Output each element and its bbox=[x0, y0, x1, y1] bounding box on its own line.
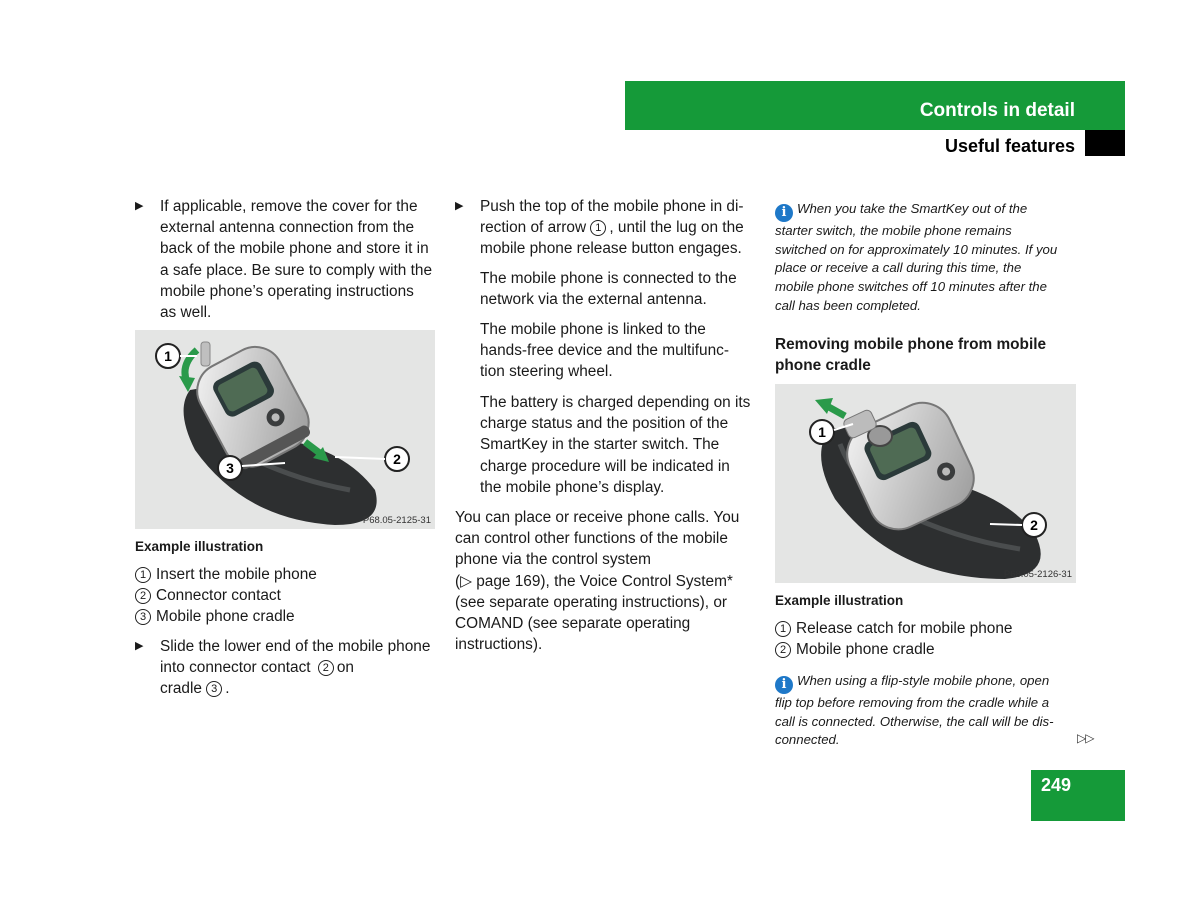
text-line: call has been completed. bbox=[775, 297, 921, 313]
text-line: network via the external antenna. bbox=[480, 291, 707, 309]
text-line: into connector contact 2 on bbox=[160, 659, 354, 677]
text-line: phone via the control system bbox=[455, 551, 651, 569]
text-line: The mobile phone is connected to the bbox=[480, 270, 737, 287]
legend-list bbox=[775, 618, 1085, 660]
info-icon: i bbox=[775, 204, 793, 222]
text-line: COMAND (see separate operating bbox=[455, 615, 691, 633]
legend-text: Mobile phone cradle bbox=[796, 641, 935, 659]
col2-step bbox=[455, 196, 760, 260]
heading-line: Removing mobile phone from mobile bbox=[775, 336, 1047, 353]
text-line: cradle 3 . bbox=[160, 680, 230, 698]
figure-code: P68.05-2126-31 bbox=[1003, 569, 1072, 580]
svg-text:2: 2 bbox=[393, 451, 401, 467]
legend-item bbox=[135, 585, 440, 606]
callout-number: 1 bbox=[775, 621, 791, 637]
section-title: Controls in detail bbox=[919, 100, 1075, 121]
text-line: hands-free device and the multifunc- bbox=[480, 342, 729, 360]
legend-item bbox=[775, 618, 1085, 639]
text-line: The mobile phone is linked to the bbox=[480, 321, 706, 338]
text-line: charge procedure will be indicated in bbox=[480, 457, 730, 475]
text-line: can control other functions of the mobile bbox=[455, 530, 728, 548]
triangle-bullet-icon: ▶ bbox=[135, 640, 144, 652]
text-line: mobile phone switches off 10 minutes after the bbox=[775, 279, 1047, 295]
cross-reference-line[interactable]: (▷ page 169), the Voice Control System* bbox=[455, 572, 733, 590]
figure-insert-phone bbox=[135, 330, 435, 529]
text-line: as well. bbox=[160, 304, 212, 322]
info-note-1 bbox=[775, 200, 1085, 316]
text-line: external antenna connection from the bbox=[160, 219, 415, 237]
text-line: rection of arrow 1 , until the lug on the bbox=[480, 219, 744, 237]
section-heading bbox=[775, 334, 1085, 376]
legend-item bbox=[135, 606, 440, 627]
text-line: connected. bbox=[775, 732, 840, 748]
text-line: Slide the lower end of the mobile phone bbox=[160, 638, 431, 655]
callout-number: 3 bbox=[135, 609, 151, 625]
heading-line: phone cradle bbox=[775, 357, 871, 375]
legend-item bbox=[775, 639, 1085, 660]
col2-para1 bbox=[480, 268, 765, 310]
col2-para3 bbox=[480, 392, 765, 498]
text-line: place or receive a call during this time, the bbox=[775, 260, 1022, 276]
figure-code: P68.05-2125-31 bbox=[362, 515, 431, 526]
svg-text:2: 2 bbox=[1030, 517, 1038, 533]
text-line: back of the mobile phone and store it in bbox=[160, 240, 429, 258]
text-line: a safe place. Be sure to comply with the bbox=[160, 261, 433, 279]
figure-remove-phone bbox=[775, 384, 1076, 583]
callout-number: 1 bbox=[590, 220, 606, 236]
text-line: i When using a flip-style mobile phone, open bbox=[775, 672, 1085, 694]
page-number: 249 bbox=[1040, 775, 1072, 795]
phone-cradle-illustration bbox=[135, 330, 435, 529]
svg-text:1: 1 bbox=[818, 424, 826, 440]
text-line: tion steering wheel. bbox=[480, 363, 613, 381]
info-note-2 bbox=[775, 672, 1085, 750]
text-line: call is connected. Otherwise, the call will be dis- bbox=[775, 713, 1054, 729]
figure-caption: Example illustration bbox=[775, 593, 904, 608]
text-line: SmartKey in the starter switch. The bbox=[480, 436, 720, 454]
legend-list bbox=[135, 564, 440, 628]
text-line: You can place or receive phone calls. You bbox=[455, 509, 740, 526]
svg-text:1: 1 bbox=[164, 348, 172, 364]
callout-number: 2 bbox=[775, 642, 791, 658]
legend-text: Mobile phone cradle bbox=[156, 608, 295, 626]
callout-number: 1 bbox=[135, 567, 151, 583]
continue-arrows-icon[interactable]: ▷▷ bbox=[1077, 731, 1094, 745]
text-line: mobile phone release button engages. bbox=[480, 240, 742, 258]
legend-text: Release catch for mobile phone bbox=[796, 620, 1013, 637]
figure-caption: Example illustration bbox=[135, 539, 264, 554]
legend-text: Connector contact bbox=[156, 587, 281, 605]
text-line: charge status and the position of the bbox=[480, 415, 729, 433]
text-line: Push the top of the mobile phone in di- bbox=[480, 198, 744, 215]
svg-text:3: 3 bbox=[226, 460, 234, 476]
text-line: i When you take the SmartKey out of the bbox=[775, 200, 1085, 222]
triangle-bullet-icon: ▶ bbox=[455, 200, 464, 212]
text-line: mobile phone’s operating instructions bbox=[160, 282, 414, 300]
callout-number: 2 bbox=[318, 660, 334, 676]
col1-step1 bbox=[135, 196, 440, 323]
legend-item bbox=[135, 564, 440, 585]
triangle-bullet-icon: ▶ bbox=[135, 200, 144, 212]
text-line: instructions). bbox=[455, 636, 543, 654]
text-line: flip top before removing from the cradle while a bbox=[775, 695, 1050, 710]
col2-para4 bbox=[455, 507, 765, 655]
info-icon: i bbox=[775, 676, 793, 694]
text-line: The battery is charged depending on its bbox=[480, 394, 751, 411]
header-marker bbox=[1085, 130, 1125, 156]
callout-number: 2 bbox=[135, 588, 151, 604]
col2-para2 bbox=[480, 319, 765, 383]
subsection-title: Useful features bbox=[944, 136, 1075, 156]
phone-removal-illustration bbox=[775, 384, 1076, 583]
text-line: switched on for approximately 10 minutes. If you bbox=[775, 241, 1058, 257]
text-line: the mobile phone’s display. bbox=[480, 478, 665, 496]
callout-number: 3 bbox=[206, 681, 222, 697]
text-line: (see separate operating instructions), or bbox=[455, 593, 728, 611]
legend-text: Insert the mobile phone bbox=[156, 566, 317, 583]
text-line: starter switch, the mobile phone remains bbox=[775, 223, 1012, 238]
col1-step2 bbox=[135, 636, 440, 700]
text-line: If applicable, remove the cover for the bbox=[160, 198, 418, 215]
